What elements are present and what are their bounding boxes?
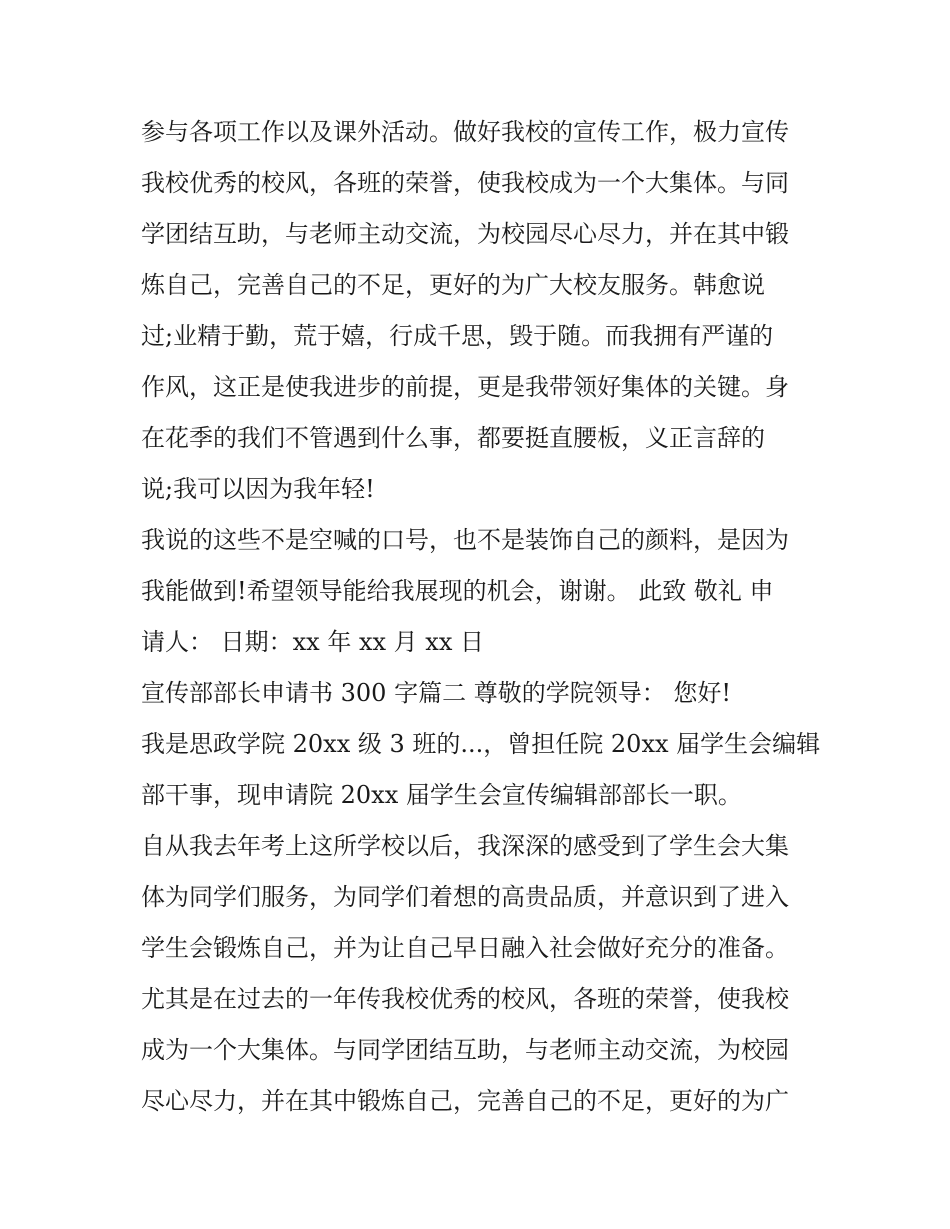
text-line: 说;我可以因为我年轻! [141, 475, 375, 503]
text-line: 在花季的我们不管遇到什么事，都要挺直腰板，义正言辞的 [141, 424, 765, 452]
text-line: 学团结互助，与老师主动交流，为校园尽心尽力，并在其中锻 [141, 220, 789, 248]
text-line: 成为一个大集体。与同学团结互助，与老师主动交流，为校园 [141, 1036, 789, 1064]
text-line: 我说的这些不是空喊的口号，也不是装饰自己的颜料，是因为 [141, 526, 789, 554]
text-line: 尤其是在过去的一年传我校优秀的校风，各班的荣誉，使我校 [141, 985, 789, 1013]
text-line: 过;业精于勤，荒于嬉，行成千思，毁于随。而我拥有严谨的 [141, 322, 774, 350]
document-body [141, 107, 821, 1127]
text-line: 自从我去年考上这所学校以后，我深深的感受到了学生会大集 [141, 832, 789, 860]
text-line: 宣传部部长申请书 300 字篇二 尊敬的学院领导： 您好! [141, 679, 731, 707]
text-line: 参与各项工作以及课外活动。做好我校的宣传工作，极力宣传 [141, 118, 789, 146]
text-line: 体为同学们服务，为同学们着想的高贵品质，并意识到了进入 [141, 883, 789, 911]
text-line: 学生会锻炼自己，并为让自己早日融入社会做好充分的准备。 [141, 934, 789, 962]
text-line: 我能做到!希望领导能给我展现的机会，谢谢。 此致 敬礼 申 [141, 577, 774, 605]
text-line: 炼自己，完善自己的不足，更好的为广大校友服务。韩愈说 [141, 271, 765, 299]
text-line: 作风，这正是使我进步的前提，更是我带领好集体的关键。身 [141, 373, 789, 401]
text-line: 尽心尽力，并在其中锻炼自己，完善自己的不足，更好的为广 [141, 1087, 789, 1115]
text-line: 我校优秀的校风，各班的荣誉，使我校成为一个大集体。与同 [141, 169, 789, 197]
text-line: 我是思政学院 20xx 级 3 班的...，曾担任院 20xx 届学生会编辑 [141, 730, 821, 758]
text-line: 请人： 日期：xx 年 xx 月 xx 日 [141, 628, 484, 656]
text-line: 部干事，现申请院 20xx 届学生会宣传编辑部部长一职。 [141, 781, 742, 809]
